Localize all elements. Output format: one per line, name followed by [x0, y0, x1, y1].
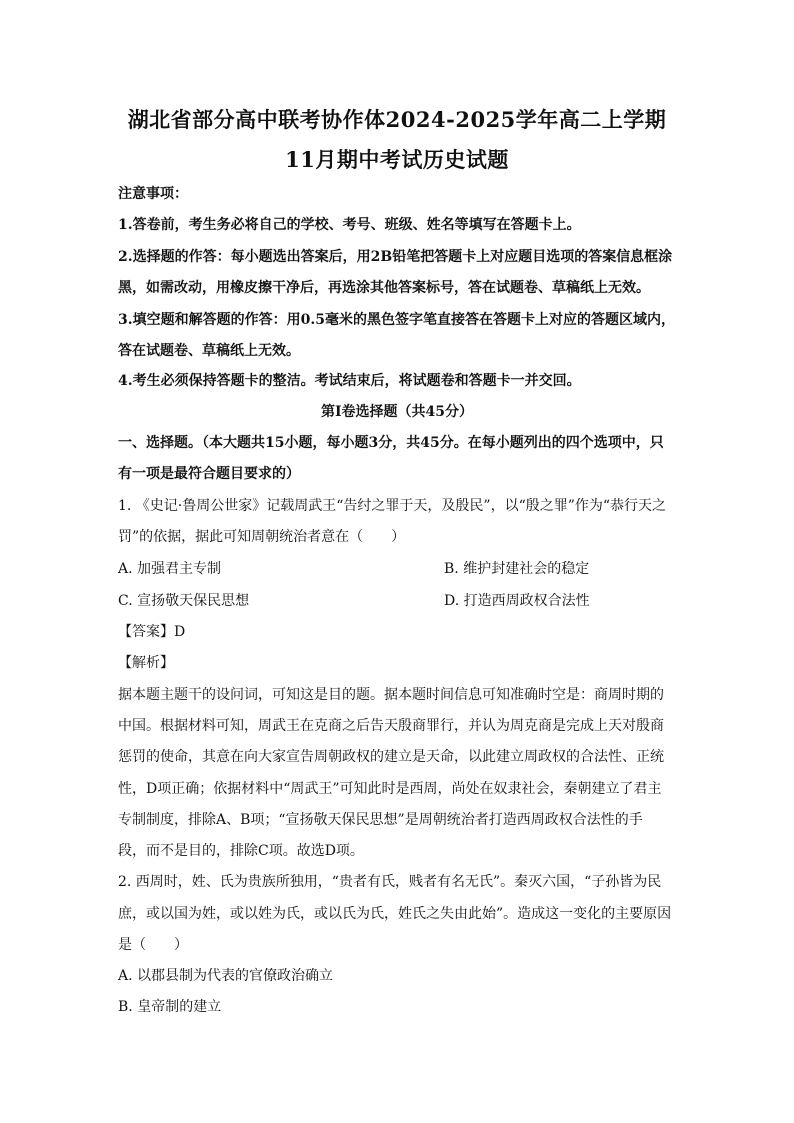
- q1-stem: 1. 《史记·鲁周公世家》记载周武王“告纣之罪于天，及殷民”，以“殷之罪”作为“恭行天之: [118, 498, 667, 514]
- q1-analysis-line: 据本题主题干的设问词，可知这是目的题。据本题时间信息可知准确时空是：商周时期的: [118, 687, 664, 703]
- q1-option-a: A. 加强君主专制: [118, 561, 222, 577]
- q1-option-d: D. 打造西周政权合法性: [444, 593, 590, 609]
- q2-stem: 庶，或以国为姓，或以姓为氏，或以氏为氏，姓氏之失由此始”。造成这一变化的主要原因: [118, 906, 672, 922]
- q1-analysis-line: 惩罚的使命，其意在向大家宣告周朝政权的建立是天命，以此建立周政权的合法性、正统: [118, 749, 664, 765]
- q1-analysis-line: 中国。根据材料可知，周武王在克商之后告天殷商罪行，并认为周克商是完成上天对殷商: [118, 718, 664, 734]
- q1-analysis-line: 性，D项正确；依据材料中“周武王”可知此时是西周，尚处在奴隶社会，秦朝建立了君主: [118, 781, 662, 797]
- q1-analysis-line: 段，而不是目的，排除C项。故选D项。: [118, 843, 364, 859]
- notice-item: 3.填空题和解答题的作答：用0.5毫米的黑色签字笔直接答在答题卡上对应的答题区域内，: [118, 312, 675, 328]
- q2-stem: 2. 西周时，姓、氏为贵族所独用，“贵者有氏，贱者有名无氏”。秦灭六国，“子孙皆为民: [118, 874, 662, 890]
- exam-title-line1: 湖北省部分高中联考协作体2024-2025学年高二上学期: [127, 107, 667, 132]
- notice-item: 2.选择题的作答：每小题选出答案后，用2B铅笔把答题卡上对应题目选项的答案信息框涂: [118, 249, 673, 265]
- q1-analysis-label: 【解析】: [118, 655, 174, 671]
- notice-item: 4.考生必须保持答题卡的整洁。考试结束后，将试题卷和答题卡一并交回。: [118, 373, 581, 389]
- q1-answer: 【答案】D: [118, 624, 186, 640]
- q2-stem: 是（ ）: [118, 937, 188, 953]
- q1-option-b: B. 维护封建社会的稳定: [444, 561, 590, 577]
- q1-option-c: C. 宣扬敬天保民思想: [118, 593, 250, 609]
- notice-item: 黑，如需改动，用橡皮擦干净后，再选涂其他答案标号，答在试题卷、草稿纸上无效。: [118, 280, 650, 296]
- section-instruction: 一、选择题。（本大题共15小题，每小题3分，共45分。在每小题列出的四个选项中，只: [118, 435, 664, 451]
- q1-analysis-line: 专制制度，排除A、B项；“宣扬敬天保民思想”是周朝统治者打造西周政权合法性的手: [118, 812, 643, 828]
- q2-option-a: A. 以郡县制为代表的官僚政治确立: [118, 968, 334, 984]
- exam-title-line2: 11月期中考试历史试题: [285, 147, 509, 172]
- q2-option-b: B. 皇帝制的建立: [118, 999, 222, 1015]
- section-instruction: 有一项是最符合题目要求的）: [118, 466, 300, 482]
- notice-item: 1.答卷前，考生务必将自己的学校、考号、班级、姓名等填写在答题卡上。: [118, 217, 581, 233]
- notice-item: 答在试题卷、草稿纸上无效。: [118, 343, 300, 359]
- section-title: 第Ⅰ卷选择题（共45分）: [320, 404, 474, 420]
- notice-heading: 注意事项：: [118, 186, 188, 202]
- q1-stem: 罚”的依据，据此可知周朝统治者意在（ ）: [118, 529, 406, 545]
